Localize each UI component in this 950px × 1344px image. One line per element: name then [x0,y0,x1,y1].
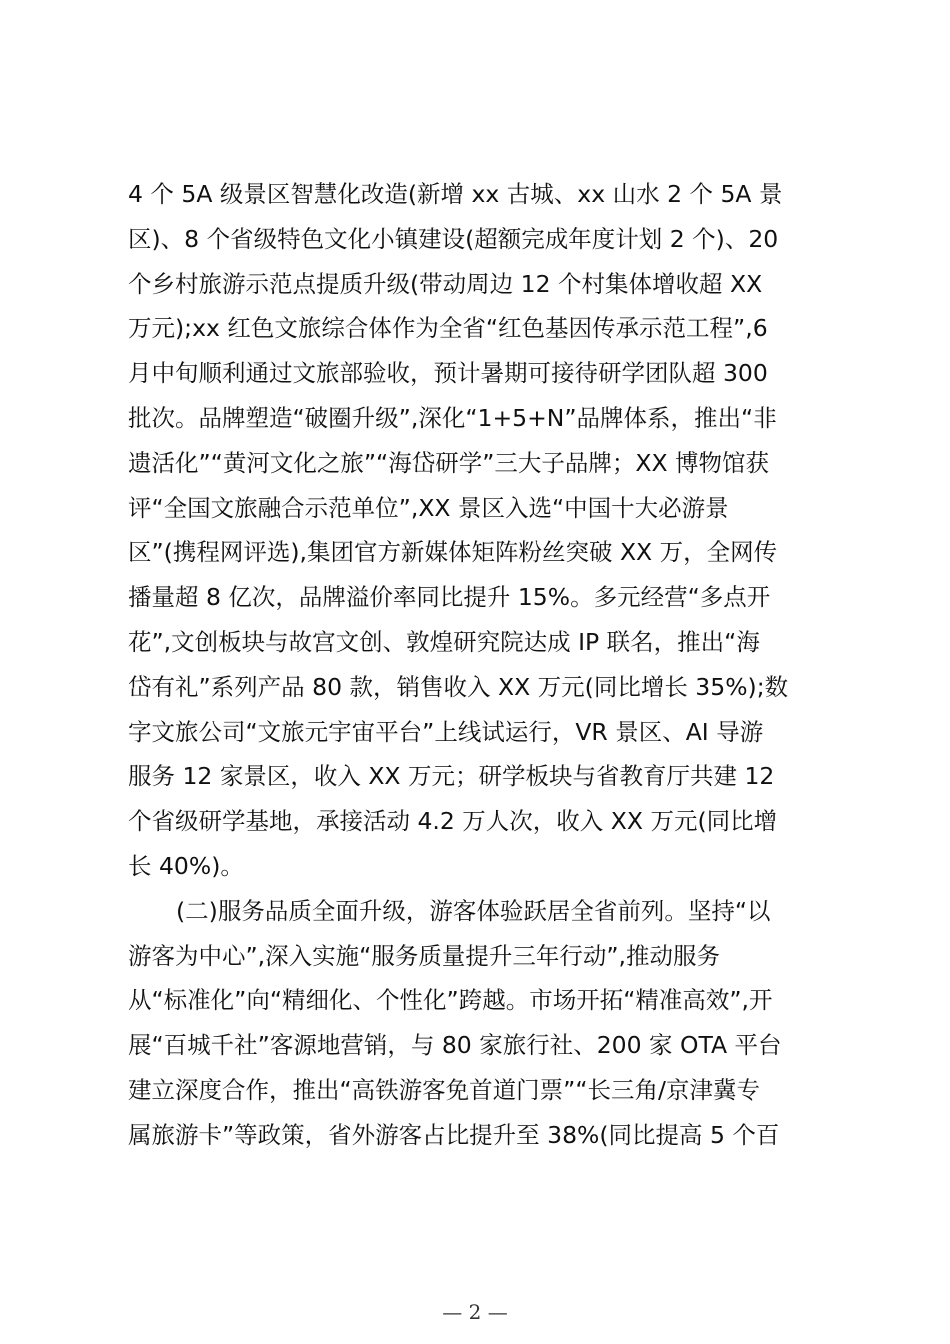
text-line: 服务 12 家景区，收入 XX 万元；研学板块与省教育厅共建 12 [128,762,775,791]
text-line: 遗活化”“黄河文化之旅”“海岱研学”三大子品牌；XX 博物馆获 [128,448,770,477]
page-number: — 2 — [442,1300,508,1324]
text-line: 花”,文创板块与故宫文创、敦煌研究院达成 IP 联名，推出“海 [128,627,760,656]
text-line: 字文旅公司“文旅元宇宙平台”上线试运行，VR 景区、AI 导游 [128,717,764,746]
section-heading-line: (二)服务品质全面升级，游客体验跃居全省前列。坚持“以 [176,896,771,925]
text-line: 4 个 5A 级景区智慧化改造(新增 xx 古城、xx 山水 2 个 5A 景 [128,180,783,208]
text-line: 岱有礼”系列产品 80 款，销售收入 XX 万元(同比增长 35%);数 [128,672,789,701]
text-line: 月中旬顺利通过文旅部验收，预计暑期可接待研学团队超 300 [128,359,768,388]
text-line: 建立深度合作，推出“高铁游客免首道门票”“长三角/京津冀专 [128,1075,760,1104]
text-line: 区”(携程网评选),集团官方新媒体矩阵粉丝突破 XX 万，全网传 [128,538,778,567]
text-line: 长 40%)。 [128,851,244,880]
text-line: 属旅游卡”等政策，省外游客占比提升至 38%(同比提高 5 个百 [128,1120,780,1149]
text-line: 评“全国文旅融合示范单位”,XX 景区入选“中国十大必游景 [128,493,729,522]
text-line: 万元);xx 红色文旅综合体作为全省“红色基因传承示范工程”,6 [128,314,768,343]
text-line: 个省级研学基地，承接活动 4.2 万人次，收入 XX 万元(同比增 [128,807,778,836]
text-line: 游客为中心”,深入实施“服务质量提升三年行动”,推动服务 [128,941,720,970]
text-line: 展“百城千社”客源地营销，与 80 家旅行社、200 家 OTA 平台 [128,1031,782,1060]
body-text [128,172,848,1158]
text-line: 从“标准化”向“精细化、个性化”跨越。市场开拓“精准高效”,开 [128,986,773,1015]
text-line: 播量超 8 亿次，品牌溢价率同比提升 15%。多元经营“多点开 [128,583,771,612]
text-line: 批次。品牌塑造“破圈升级”,深化“1+5+N”品牌体系，推出“非 [128,403,777,432]
text-line: 个乡村旅游示范点提质升级(带动周边 12 个村集体增收超 XX [128,269,763,298]
text-line: 区)、8 个省级特色文化小镇建设(超额完成年度计划 2 个)、20 [128,224,779,253]
